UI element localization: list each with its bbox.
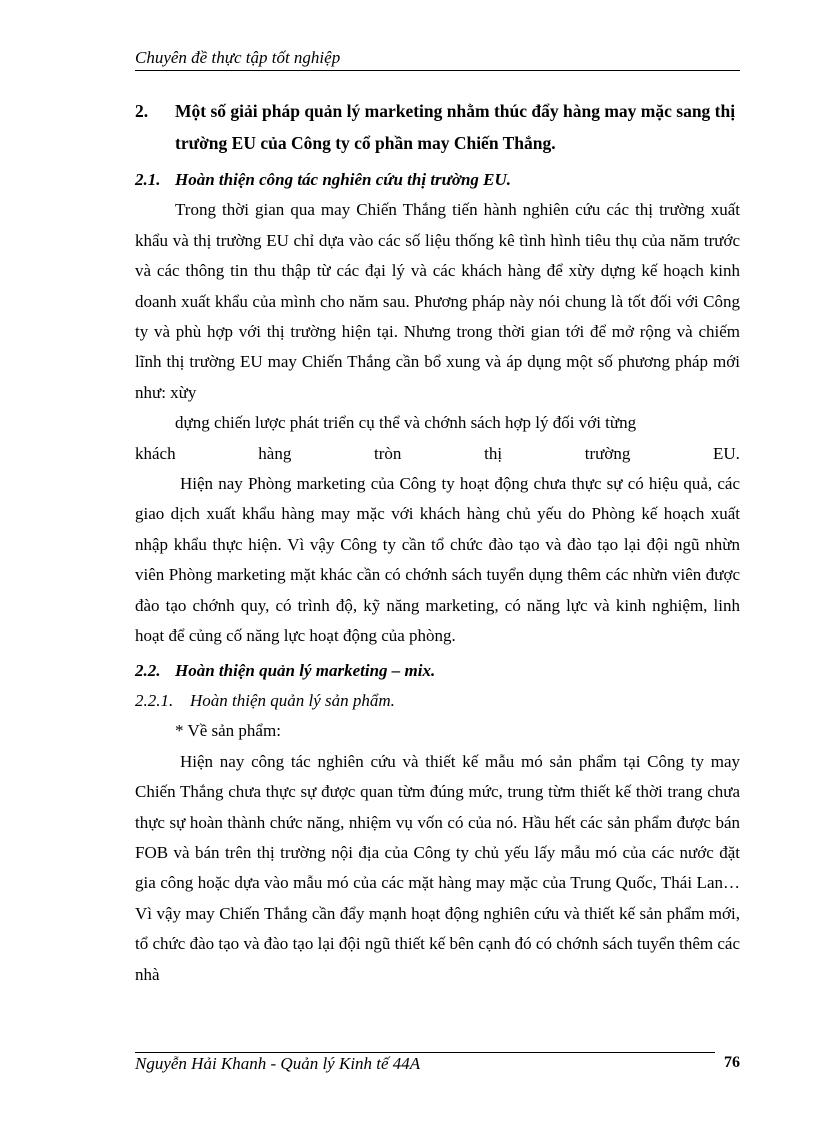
document-body — [135, 95, 740, 990]
section-2-1-paragraph-1b: dựng chiến lược phát triển cụ thể và chớnh sách hợp lý đối với từng — [175, 413, 637, 433]
section-2-1-paragraph-2: Hiện nay Phòng marketing của Công ty hoạt động chưa thực sự có hiệu quả, các giao dịch xuất khẩu hàng may mặc với khách hàng chủ yếu do Phòng kế hoạch xuất nhập khẩu thực hiện. Vì vậy Công ty cần tổ chức đào tạo và đào tạo lại đội ngũ nhừn viên Phòng marketing mặt khác cần có chớnh sách tuyển dụng thêm các nhừn viên được đào tạo chớnh quy, có trình độ, kỹ năng marketing, có năng lực và kinh nghiệm, linh hoạt để củng cố năng lực hoạt động của phòng. — [135, 474, 740, 646]
section-2-1-heading — [135, 165, 740, 195]
word: EU. — [713, 443, 740, 463]
section-2-1-title: Hoàn thiện công tác nghiên cứu thị trường EU. — [175, 170, 512, 189]
section-2-1-paragraph-1c — [135, 439, 740, 469]
word: thị — [484, 443, 503, 463]
footer-author: Nguyễn Hải Khanh - Quản lý Kinh tế 44A — [135, 1054, 421, 1073]
word: khách — [135, 443, 176, 463]
section-2-2-1-heading — [135, 686, 740, 716]
word: trường — [584, 443, 631, 463]
section-2-2-number: 2.2. — [135, 660, 161, 680]
section-2-heading — [135, 95, 740, 159]
section-2-title: Một số giải pháp quản lý marketing nhằm thúc đẩy hàng may mặc sang thị trường EU của Công ty cổ phần may Chiến Thắng. — [175, 101, 736, 153]
section-2-1-number: 2.1. — [135, 170, 161, 189]
word: hàng — [258, 443, 292, 463]
section-2-2-title: Hoàn thiện quản lý marketing – mix. — [175, 660, 436, 680]
section-2-number: 2. — [135, 101, 149, 121]
page-header: Chuyên đề thực tập tốt nghiệp — [135, 48, 740, 71]
page-number: 76 — [724, 1054, 740, 1071]
product-bullet: * Về sản phẩm: — [175, 721, 281, 741]
section-2-2-heading — [135, 656, 740, 686]
section-2-1-paragraph-1: Trong thời gian qua may Chiến Thắng tiến hành nghiên cứu các thị trường xuất khẩu và thị trường EU chỉ dựa vào các số liệu thống kê tình hình tiêu thụ của năm trước và các thông tin thu thập từ các đại lý và các khách hàng để xừy dựng kế hoạch kinh doanh xuất khẩu của mình cho năm sau. Phương pháp này nói chung là tốt đối với Công ty và phù hợp với thị trường hiện tại. Nhưng trong thời gian tới để mở rộng và chiếm lĩnh thị trường EU may Chiến Thắng cần bổ xung và áp dụng một số phương pháp mới như: xừy — [135, 200, 740, 402]
section-2-2-1-title: Hoàn thiện quản lý sản phẩm. — [190, 690, 395, 710]
section-2-2-1-number: 2.2.1. — [135, 690, 174, 710]
word: tròn — [374, 443, 402, 463]
footer-divider — [135, 1052, 715, 1053]
section-2-2-1-paragraph: Hiện nay công tác nghiên cứu và thiết kế mẫu mó sản phẩm tại Công ty may Chiến Thắng chưa thực sự được quan từm đúng mức, trung từm thiết kế thời trang chưa thực sự hoàn thành chức năng, nhiệm vụ vốn có của nó. Hầu hết các sản phẩm được bán FOB và bán trên thị trường nội địa của Công ty chủ yếu lấy mẫu mó của các nước đặt gia công hoặc dựa vào mẫu mó của các mặt hàng may mặc của Trung Quốc, Thái Lan…Vì vậy may Chiến Thắng cần đẩy mạnh hoạt động nghiên cứu và thiết kế sản phẩm mới, tổ chức đào tạo và đào tạo lại đội ngũ thiết kế bên cạnh đó có chớnh sách tuyển thêm các nhà — [135, 751, 740, 984]
